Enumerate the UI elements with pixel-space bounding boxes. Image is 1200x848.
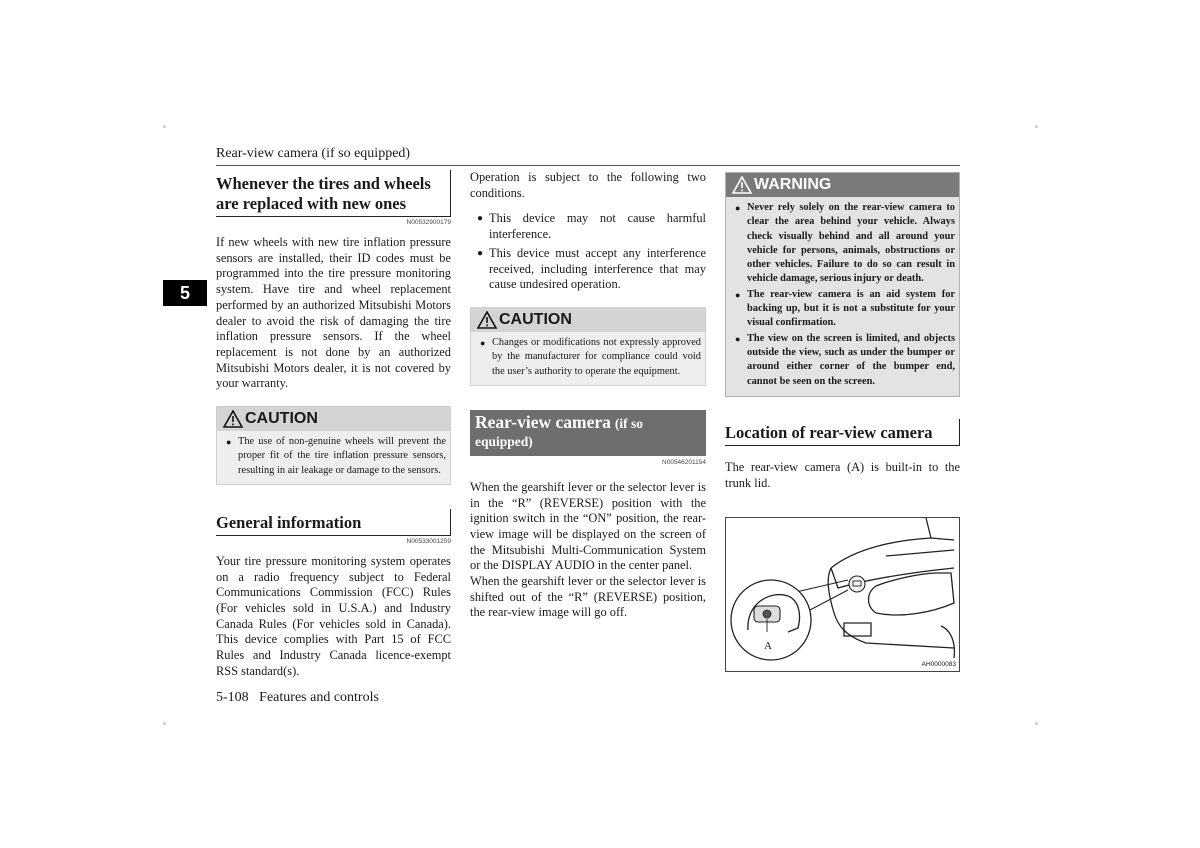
tires-code: N00532900179 [406,219,451,226]
chapter-tab: 5 [163,280,207,306]
column-left [216,170,451,680]
header-rule [216,165,960,166]
warning-item: ● Never rely solely on the rear-view camera to clear the area behind your vehicle. Always check visually behind and all around your vehicle for persons, animals, obstructions or other vehicles. Failure to do so can result in vehicle damage, serious injury or death. [726,201,955,287]
location-heading: Location of rear-view camera [725,422,933,442]
location-heading-box [725,419,960,446]
warning-box [725,172,960,397]
warning-title [726,173,959,197]
camera-location-figure [725,517,960,672]
rvc-heading-box [470,410,706,456]
footer [216,690,379,706]
warning-triangle-icon [732,176,752,194]
warning-item: ● The view on the screen is limited, and objects outside the view, such as under the bumper or around either corner of the bumper end, cannot be seen on the screen. [726,332,955,389]
column-middle [470,170,706,621]
rvc-heading: Rear-view camera [475,411,611,432]
caution-title [217,407,450,431]
general-body: Your tire pressure monitoring system operates on a radio frequency subject to Federal Communications Commission (FCC) Rules (For vehicles sold in U.S.A.) and Industry Canada Rules (For vehicles sold in Canada). This device complies with Part 15 of FCC Rules and Industry Canada licence-exempt RSS standard(s). [216,553,451,678]
caution-box-modifications [470,307,706,386]
warning-label: WARNING [754,176,832,193]
warning-triangle-icon [477,311,497,329]
tires-body: If new wheels with new tire inflation pressure sensors are installed, their ID codes must be programmed into the tire pressure monitoring system. Have tire and wheel replacement performed by an authorized Mitsubishi Motors dealer to avoid the risk of damaging the tire inflation pressure sensors. If the wheel replacement is not done by an authorized Mitsubishi Motors dealer, it is not covered by your warranty. [216,235,451,391]
crop-mark [163,125,166,128]
warning-list [726,197,959,396]
operation-intro: Operation is subject to the following two conditions. [470,170,706,200]
column-right [725,172,960,491]
warning-triangle-icon [223,410,243,428]
tires-heading-box [216,170,451,217]
caution-item: ● Changes or modifications not expressly approved by the manufacturer for compliance could void the user’s authority to operate the equipment. [471,336,701,379]
caution-box-wheels [216,406,451,485]
crop-mark [1035,722,1038,725]
condition-item: ● This device may not cause harmful interference. [470,211,706,242]
location-body: The rear-view camera (A) is built-in to the trunk lid. [725,459,960,490]
general-heading: General information [216,512,362,532]
tires-heading: Whenever the tires and wheels are replaced with new ones [216,174,431,213]
caution-title [471,308,705,332]
car-rear-illustration [726,518,959,671]
page-number: 5-108 [216,690,249,705]
caution-label: CAUTION [245,410,318,428]
rvc-heading-sub: (if so equipped) [475,415,643,449]
general-code: N00533001259 [406,537,451,545]
rvc-code: N00546201154 [662,458,706,466]
crop-mark [1035,125,1038,128]
crop-mark [163,722,166,725]
rvc-body-1: When the gearshift lever or the selector lever is in the “R” (REVERSE) position with the ignition switch in the “ON” position, the rear-view image will be displayed on the screen of the Mitsubishi Multi-Communication System or the DISPLAY AUDIO in the center panel. [470,479,706,573]
caution-list [471,332,705,385]
running-title: Rear-view camera (if so equipped) [216,146,411,161]
general-heading-box [216,509,451,536]
footer-section: Features and controls [259,690,379,705]
caution-list [217,431,450,484]
figure-label-a: A [764,640,772,652]
rvc-body-2: When the gearshift lever or the selector lever is shifted out of the “R” (REVERSE) position, the rear-view image will go off. [470,574,706,620]
caution-label: CAUTION [499,310,572,328]
conditions-list [470,211,706,293]
condition-item: ● This device must accept any interference received, including interference that may cause undesired operation. [470,246,706,293]
warning-item: ● The rear-view camera is an aid system for backing up, but it is not a substitute for your visual confirmation. [726,288,955,331]
caution-item: ● The use of non-genuine wheels will prevent the proper fit of the tire inflation pressure sensors, resulting in air leakage or damage to the sensors. [217,435,446,478]
figure-code: AH0000083 [921,661,956,668]
